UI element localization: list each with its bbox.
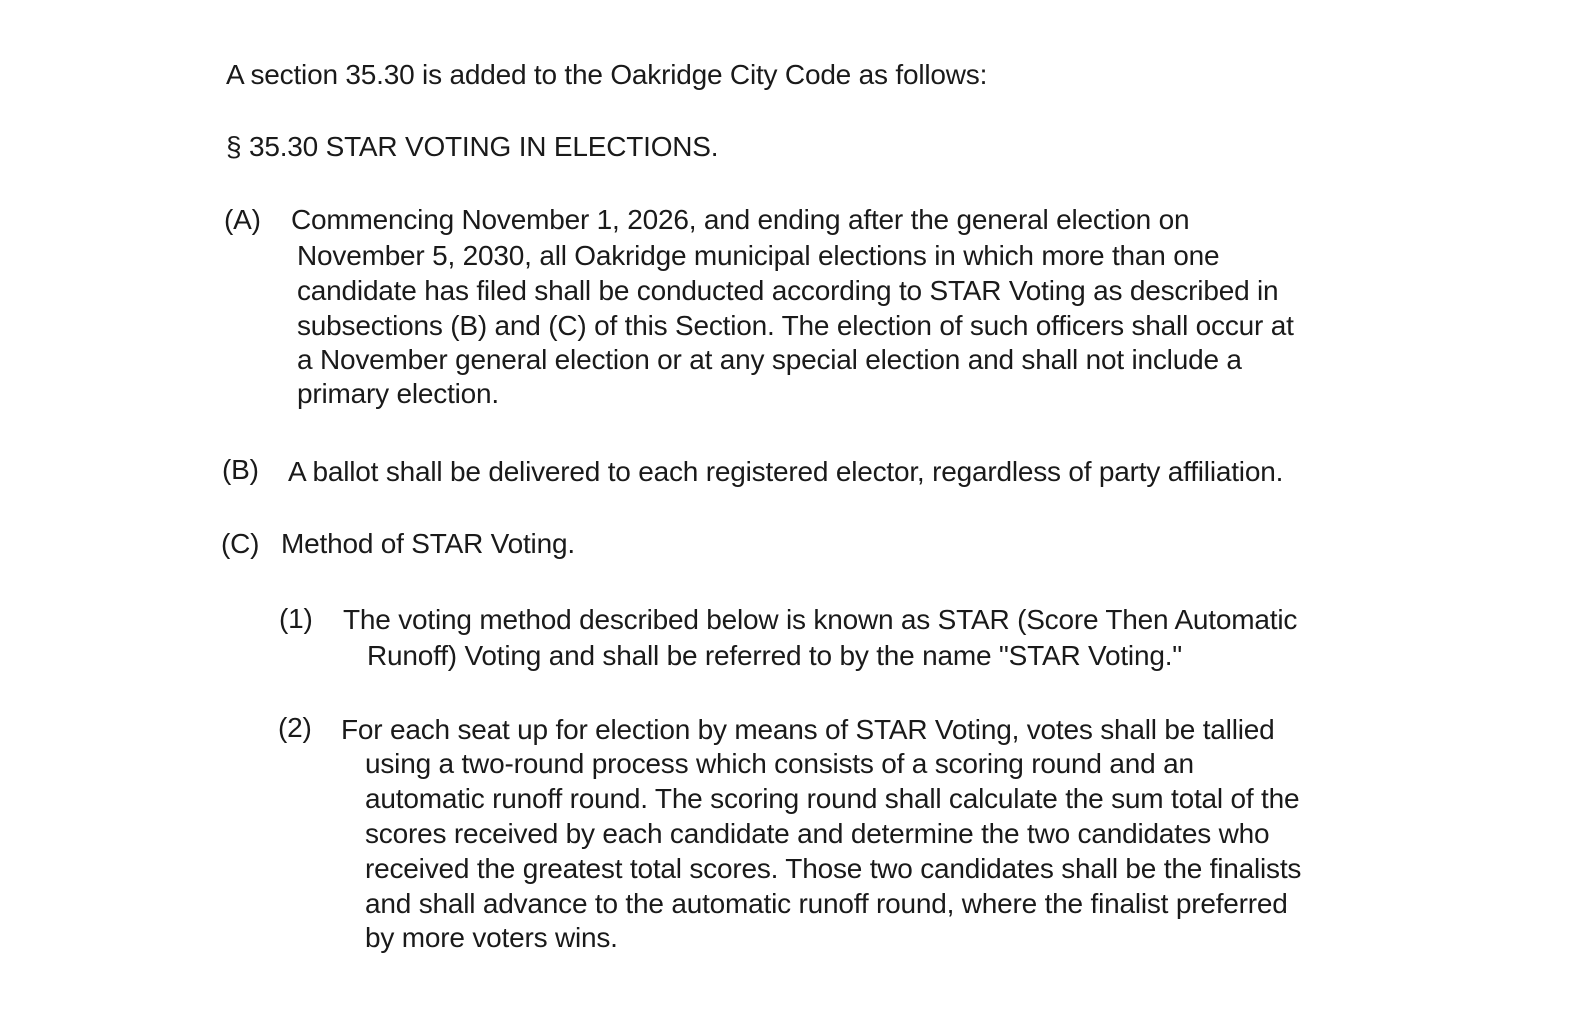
item-1-marker: (1) bbox=[279, 603, 313, 634]
subsection-b-line-1: A ballot shall be delivered to each registered elector, regardless of party affiliation. bbox=[288, 456, 1284, 487]
subsection-a-line-4: subsections (B) and (C) of this Section. The election of such officers shall occur at bbox=[297, 310, 1294, 341]
item-1-line-1: The voting method described below is known as STAR (Score Then Automatic bbox=[343, 604, 1298, 635]
subsection-a-line-5: a November general election or at any special election and shall not include a bbox=[297, 344, 1242, 375]
item-1-line-2: Runoff) Voting and shall be referred to by the name "STAR Voting." bbox=[367, 640, 1183, 671]
item-2-line-1: For each seat up for election by means of STAR Voting, votes shall be tallied bbox=[341, 714, 1275, 745]
item-2-line-3: automatic runoff round. The scoring round shall calculate the sum total of the bbox=[365, 783, 1300, 814]
item-2-line-2: using a two-round process which consists of a scoring round and an bbox=[365, 748, 1194, 779]
subsection-a-line-3: candidate has filed shall be conducted according to STAR Voting as described in bbox=[297, 275, 1279, 306]
subsection-c-marker: (C) bbox=[221, 528, 260, 559]
item-2-marker: (2) bbox=[278, 712, 312, 743]
item-2-line-5: received the greatest total scores. Those two candidates shall be the finalists bbox=[365, 853, 1302, 884]
item-2-line-6: and shall advance to the automatic runoff round, where the finalist preferred bbox=[365, 888, 1288, 919]
item-2-line-4: scores received by each candidate and determine the two candidates who bbox=[365, 818, 1270, 849]
subsection-c-line-1: Method of STAR Voting. bbox=[281, 528, 575, 559]
section-heading: § 35.30 STAR VOTING IN ELECTIONS. bbox=[226, 131, 719, 162]
subsection-a-marker: (A) bbox=[224, 204, 261, 235]
intro-line: A section 35.30 is added to the Oakridge City Code as follows: bbox=[226, 59, 988, 90]
subsection-a-line-6: primary election. bbox=[297, 378, 500, 409]
subsection-b-marker: (B) bbox=[222, 454, 259, 485]
item-2-line-7: by more voters wins. bbox=[365, 922, 618, 953]
subsection-a-line-2: November 5, 2030, all Oakridge municipal elections in which more than one bbox=[297, 240, 1220, 271]
subsection-a-line-1: Commencing November 1, 2026, and ending after the general election on bbox=[291, 204, 1190, 235]
